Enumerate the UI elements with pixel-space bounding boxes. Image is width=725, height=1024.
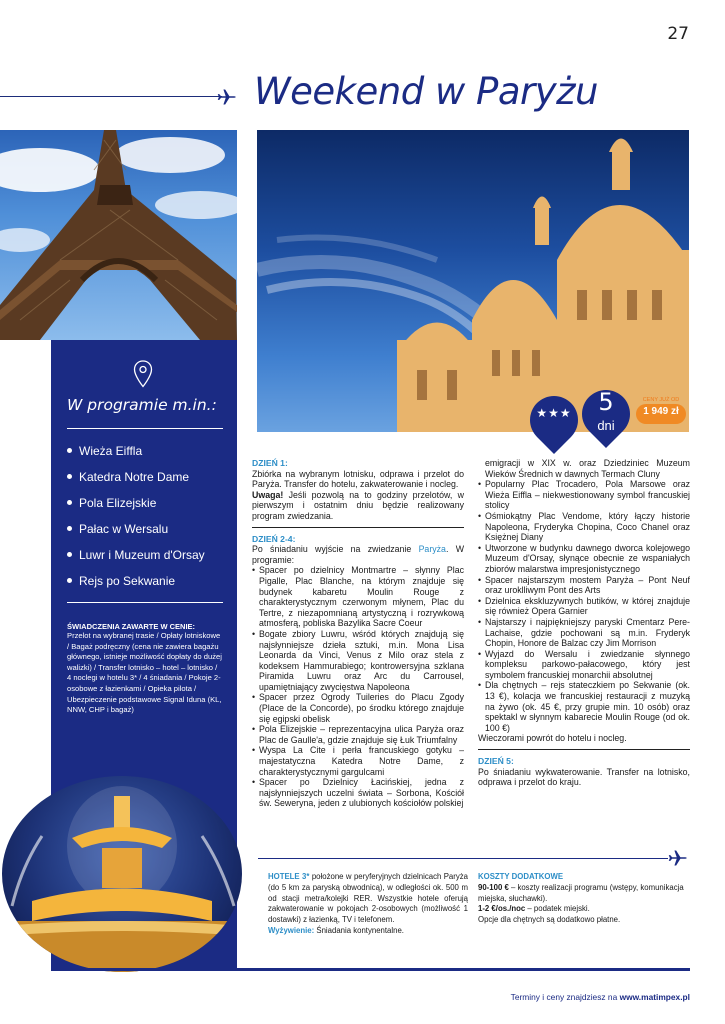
included-services-text: Przelot na wybranej trasie / Opłaty lotniskowe / Bagaż podręczny (cena nie zawiera bagażu głównego, istnieje możliwość dopłaty do dużej walizki) / Transfer lotnisko – hotel – lotnisko / 4 noclegi w hotelu 3* / 4 śniadania / Pokoje 2-osobowe z łazienkami / Opieka pilota / Ubezpieczenie podstawowe Signal Iduna (KL, NNW, CHP i bagaż) xyxy=(67,631,222,715)
duration-number: 5 xyxy=(598,388,614,416)
cost-value: 1-2 €/os./noc xyxy=(478,904,526,914)
list-item: • Spacer po Dzielnicy Łacińskiej, jedna z najsłynniejszych uczelni świata – Sorbona, Kościół św. Seweryna, jeden z ulubionych kościołów polskiej xyxy=(252,777,464,809)
page-title: Weekend w Paryżu xyxy=(254,70,598,113)
divider xyxy=(67,428,223,429)
cost-text: – podatek miejski. xyxy=(525,904,590,914)
website-link[interactable]: www.matimpex.pl xyxy=(619,992,690,1002)
list-item xyxy=(67,444,231,470)
divider xyxy=(67,602,223,603)
sacre-coeur-photo xyxy=(257,130,689,432)
list-item: • Ośmiokątny Plac Vendome, który łączy historie Napoleona, Fryderyka Chopina, Coco Chanel oraz Księżnej Diany xyxy=(478,511,690,543)
list-item-label: Pałac w Wersalu xyxy=(79,522,169,536)
cost-value: 90-100 € xyxy=(478,882,509,892)
program-highlights-list xyxy=(67,444,231,600)
page-number: 27 xyxy=(667,24,689,44)
footer-rule xyxy=(51,968,690,971)
program-heading: W programie m.in.: xyxy=(67,396,217,414)
list-item-label: Wieża Eiffla xyxy=(79,444,143,458)
price-value: 1 949 zł xyxy=(643,406,679,417)
bullet-icon xyxy=(67,474,72,479)
divider xyxy=(252,527,464,528)
continuation-text: emigracji w XIX w. oraz Dziedziniec Muzeum Wieków Średnich w dawnych Termach Cluny xyxy=(485,458,690,479)
intro-text: Po śniadaniu wyjście na zwiedzanie xyxy=(252,544,419,555)
list-item xyxy=(67,470,231,496)
footer-text: Terminy i ceny znajdziesz na xyxy=(510,992,620,1002)
meals-label: Wyżywienie: xyxy=(268,925,315,935)
hotel-standard-badge xyxy=(520,386,588,454)
list-item: • Wyjazd do Wersalu i zwiedzanie słynnego kompleksu parkowo-pałacowego, który jest symbolem francuskiej monarchii absolutnej xyxy=(478,649,690,681)
cost-text: – koszty realizacji programu (wstępy, komunikacja miejska, słuchawki). xyxy=(478,882,684,903)
eiffel-tower-photo xyxy=(0,130,237,340)
airplane-icon xyxy=(214,86,238,108)
note-text: Jeśli pozwolą na to godziny przelotów, w pierwszym i ostatnim dniu będzie realizowany program zwiedzania. xyxy=(252,489,464,521)
city-name: Paryża xyxy=(418,544,446,555)
day2-intro xyxy=(252,544,464,565)
list-item-label: Luwr i Muzeum d'Orsay xyxy=(79,548,205,562)
airplane-icon xyxy=(665,847,689,869)
cost-item xyxy=(478,883,690,905)
footer xyxy=(511,992,690,1002)
list-item: • Spacer najstarszym mostem Paryża – Pont Neuf oraz uroklliwym Pont des Arts xyxy=(478,575,690,596)
list-item xyxy=(67,522,231,548)
list-item-label: Rejs po Sekwanie xyxy=(79,574,176,588)
bullet-icon xyxy=(67,552,72,557)
hotel-info xyxy=(268,872,468,937)
cost-note: Opcje dla chętnych są dodatkowo płatne. xyxy=(478,915,621,925)
fountain-photo xyxy=(2,776,242,972)
list-item: • Dla chętnych – rejs stateczkiem po Sekwanie (ok. 13 €), kolacja we francuskiej restauracji z muzyką na żywo (ok. 45 €, przy grupie min. 10 osób) oraz spektakl w słynnym kabarecie Moulin Rouge (od ok. 100 €) xyxy=(478,680,690,733)
list-item: • Bogate zbiory Luwru, wśród których znajdują się najsłynniejsze dzieła sztuki, m.in. Mona Lisa Leonarda da Vinci, Venus z Milo oraz stela z kodeksem Hammurabiego; kontrowersyjna szklana Piramida Luwru oraz Arc du Carrousel, upamiętniający zwycięstwa Napoleona xyxy=(252,629,464,693)
bullet-icon xyxy=(67,448,72,453)
program-column-left xyxy=(252,458,464,809)
cost-item xyxy=(478,904,690,915)
list-item: • Spacer po dzielnicy Montmartre – słynny Plac Pigalle, Plac Blanche, na którym znajduje się budynek kabaretu Moulin Rouge z charakterystycznym czerwonym młynem, Plac du Tertre, z niezapomnianą artystyczną i rozrywkową atmosferą, pobliska Bazylika Sacre Coeur xyxy=(252,565,464,629)
list-item: • Pola Elizejskie – reprezentacyjna ulica Paryża oraz Plac de Gaulle'a, gdzie znajduje się Łuk Triumfalny xyxy=(252,724,464,745)
day2-closing: Wieczorami powrót do hotelu i nocleg. xyxy=(478,733,627,744)
map-pin-icon xyxy=(133,360,153,388)
hotels-text: położone w peryferyjnych dzielnicach Paryża (do 5 km za paryską obwodnicą), w odległości ok. 500 m od stacji metra/kolejki RER. Wszystkie hotele oferują zakwaterowanie w pokojach 2-osobowych (możliwość 1 dostawki) z łazienką, TV i telefonem. xyxy=(268,872,468,925)
list-item xyxy=(67,574,231,600)
bullet-icon xyxy=(67,578,72,583)
meals-text: Śniadania kontynentalne. xyxy=(314,925,404,935)
list-item-label: Katedra Notre Dame xyxy=(79,470,190,484)
duration-label: dni xyxy=(597,418,615,433)
price-badge xyxy=(633,384,689,434)
day1-note xyxy=(252,490,464,522)
price-caption: CENY JUŻ OD xyxy=(642,397,680,403)
program-column-right xyxy=(478,458,690,788)
day5-text: Po śniadaniu wykwaterowanie. Transfer na lotnisko, odprawa i przelot do kraju. xyxy=(478,766,690,788)
list-item-label: Pola Elizejskie xyxy=(79,496,157,510)
list-item: • Utworzone w budynku dawnego dworca kolejowego Muzeum d'Orsay, słynące obecnie ze wspaniałych zbiorów malarstwa impresjonistycznego xyxy=(478,543,690,575)
extra-costs xyxy=(478,872,690,926)
day1-heading: DZIEŃ 1: xyxy=(252,458,288,468)
day1-text: Zbiórka na wybranym lotnisku, odprawa i przelot do Paryża. Transfer do hotelu, zakwaterowanie i nocleg. xyxy=(252,468,464,490)
list-item xyxy=(67,496,231,522)
day5-heading: DZIEŃ 5: xyxy=(478,756,514,767)
included-services-heading: ŚWIADCZENIA ZAWARTE W CENIE: xyxy=(67,622,196,631)
divider xyxy=(258,858,668,859)
costs-heading: KOSZTY DODATKOWE xyxy=(478,872,564,881)
bullet-icon xyxy=(67,526,72,531)
list-item: • Wyspa La Cite i perła francuskiego gotyku – majestatyczna Katedra Notre Dame, z charakterystycznymi gargulcami xyxy=(252,745,464,777)
bullet-icon xyxy=(67,500,72,505)
list-item xyxy=(67,548,231,574)
list-item: • Najstarszy i najpiękniejszy paryski Cmentarz Pere-Lachaise, gdzie pochowani są m.in. Fryderyk Chopin, Honore de Balzac czy Jim Morrison xyxy=(478,617,690,649)
title-rule xyxy=(0,96,222,97)
hotels-label: HOTELE 3* xyxy=(268,872,310,881)
note-label: Uwaga! xyxy=(252,489,284,500)
list-item: • Dzielnica ekskluzywnych butików, w której znajduje się również Opera Garnier xyxy=(478,596,690,617)
divider xyxy=(478,749,690,750)
list-item: • Spacer przez Ogrody Tuileries do Placu Zgody (Place de la Concorde), po środku którego znajduje się egipski obelisk xyxy=(252,692,464,724)
trip-badges xyxy=(530,388,690,444)
list-item: • Popularny Plac Trocadero, Pola Marsowe oraz Wieża Eiffla – niekwestionowany symbol francuskiej stolicy xyxy=(478,479,690,511)
intro-text-end: . W programie: xyxy=(252,544,464,565)
day2-heading: DZIEŃ 2-4: xyxy=(252,533,296,544)
star-icon: ★★★ xyxy=(536,406,572,420)
